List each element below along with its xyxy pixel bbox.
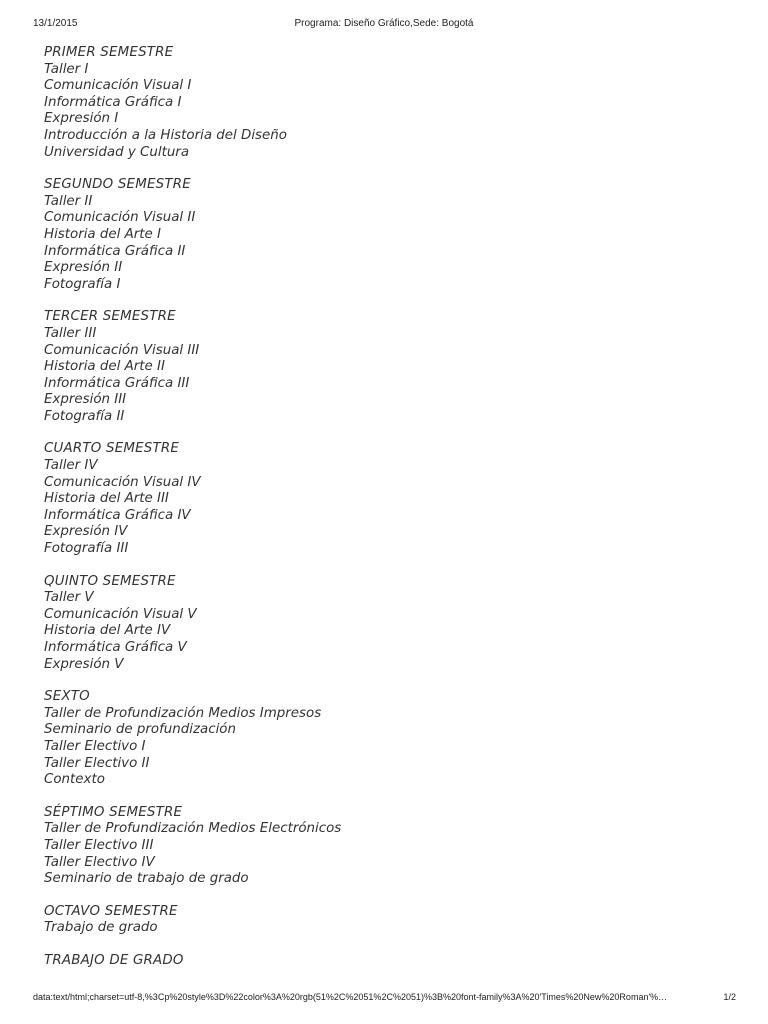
semester-section	[44, 309, 744, 425]
course-item: Seminario de profundización	[44, 722, 236, 738]
semester-section	[44, 574, 744, 674]
semester-title: SÉPTIMO SEMESTRE	[44, 804, 183, 820]
course-item: Universidad y Cultura	[44, 144, 190, 160]
print-title: Programa: Diseño Gráfico,Sede: Bogotá	[294, 18, 474, 29]
course-item: Historia del Arte IV	[44, 623, 171, 639]
semester-title: QUINTO SEMESTRE	[44, 573, 176, 589]
course-item: Fotografía II	[44, 408, 125, 424]
curriculum-list	[44, 45, 744, 986]
semester-section	[44, 689, 744, 789]
course-item: Expresión V	[44, 656, 124, 672]
semester-section	[44, 904, 744, 937]
course-item: Informática Gráfica IV	[44, 507, 191, 523]
course-item: Taller II	[44, 193, 93, 209]
semester-title: OCTAVO SEMESTRE	[44, 903, 178, 919]
course-item: Taller Electivo III	[44, 837, 154, 853]
print-date: 13/1/2015	[33, 18, 78, 29]
print-header	[0, 18, 768, 32]
course-item: Fotografía I	[44, 276, 121, 292]
course-item: Trabajo de grado	[44, 920, 158, 936]
course-item: Taller V	[44, 590, 94, 606]
course-item: Taller de Profundización Medios Impresos	[44, 705, 322, 721]
course-item: Comunicación Visual III	[44, 342, 200, 358]
course-item: Comunicación Visual IV	[44, 474, 201, 490]
course-item: Taller Electivo I	[44, 738, 146, 754]
course-item: Taller de Profundización Medios Electrónicos	[44, 821, 342, 837]
course-item: Taller I	[44, 61, 89, 77]
course-item: Seminario de trabajo de grado	[44, 871, 249, 887]
course-item: Expresión I	[44, 111, 119, 127]
course-item: Informática Gráfica I	[44, 94, 182, 110]
course-item: Taller III	[44, 325, 97, 341]
semester-title: TRABAJO DE GRADO	[44, 952, 184, 968]
course-item: Introducción a la Historia del Diseño	[44, 127, 287, 143]
page-number: 1/2	[723, 992, 736, 1002]
course-item: Informática Gráfica V	[44, 640, 187, 655]
course-item: Informática Gráfica II	[44, 243, 186, 259]
course-item: Expresión II	[44, 260, 123, 276]
semester-title: SEXTO	[44, 689, 90, 705]
semester-section	[44, 953, 744, 970]
semester-section	[44, 45, 744, 161]
course-item: Taller IV	[44, 458, 98, 474]
course-item: Taller Electivo IV	[44, 854, 155, 870]
course-item: Comunicación Visual V	[44, 606, 197, 622]
semester-title: TERCER SEMESTRE	[44, 309, 176, 325]
semester-title: CUARTO SEMESTRE	[44, 441, 180, 457]
course-item: Contexto	[44, 772, 105, 788]
semester-section	[44, 805, 744, 888]
course-item: Historia del Arte I	[44, 226, 161, 242]
course-item: Expresión IV	[44, 524, 128, 540]
print-footer	[0, 992, 768, 1006]
course-item: Comunicación Visual I	[44, 78, 192, 94]
semester-section	[44, 441, 744, 557]
semester-section	[44, 177, 744, 293]
course-item: Historia del Arte III	[44, 491, 169, 507]
course-item: Informática Gráfica III	[44, 375, 190, 391]
semester-title: PRIMER SEMESTRE	[44, 45, 174, 60]
semester-title: SEGUNDO SEMESTRE	[44, 177, 191, 193]
course-item: Historia del Arte II	[44, 359, 165, 375]
course-item: Taller Electivo II	[44, 755, 150, 771]
course-item: Fotografía III	[44, 541, 129, 557]
print-url: data:text/html;charset=utf-8,%3Cp%20style%3D%22color%3A%20rgb(51%2C%2051%2C%2051)%3B%20font-family%3A%20'Times%20New%20Roman'%…	[33, 992, 668, 1002]
course-item: Expresión III	[44, 392, 127, 408]
course-item: Comunicación Visual II	[44, 210, 196, 226]
